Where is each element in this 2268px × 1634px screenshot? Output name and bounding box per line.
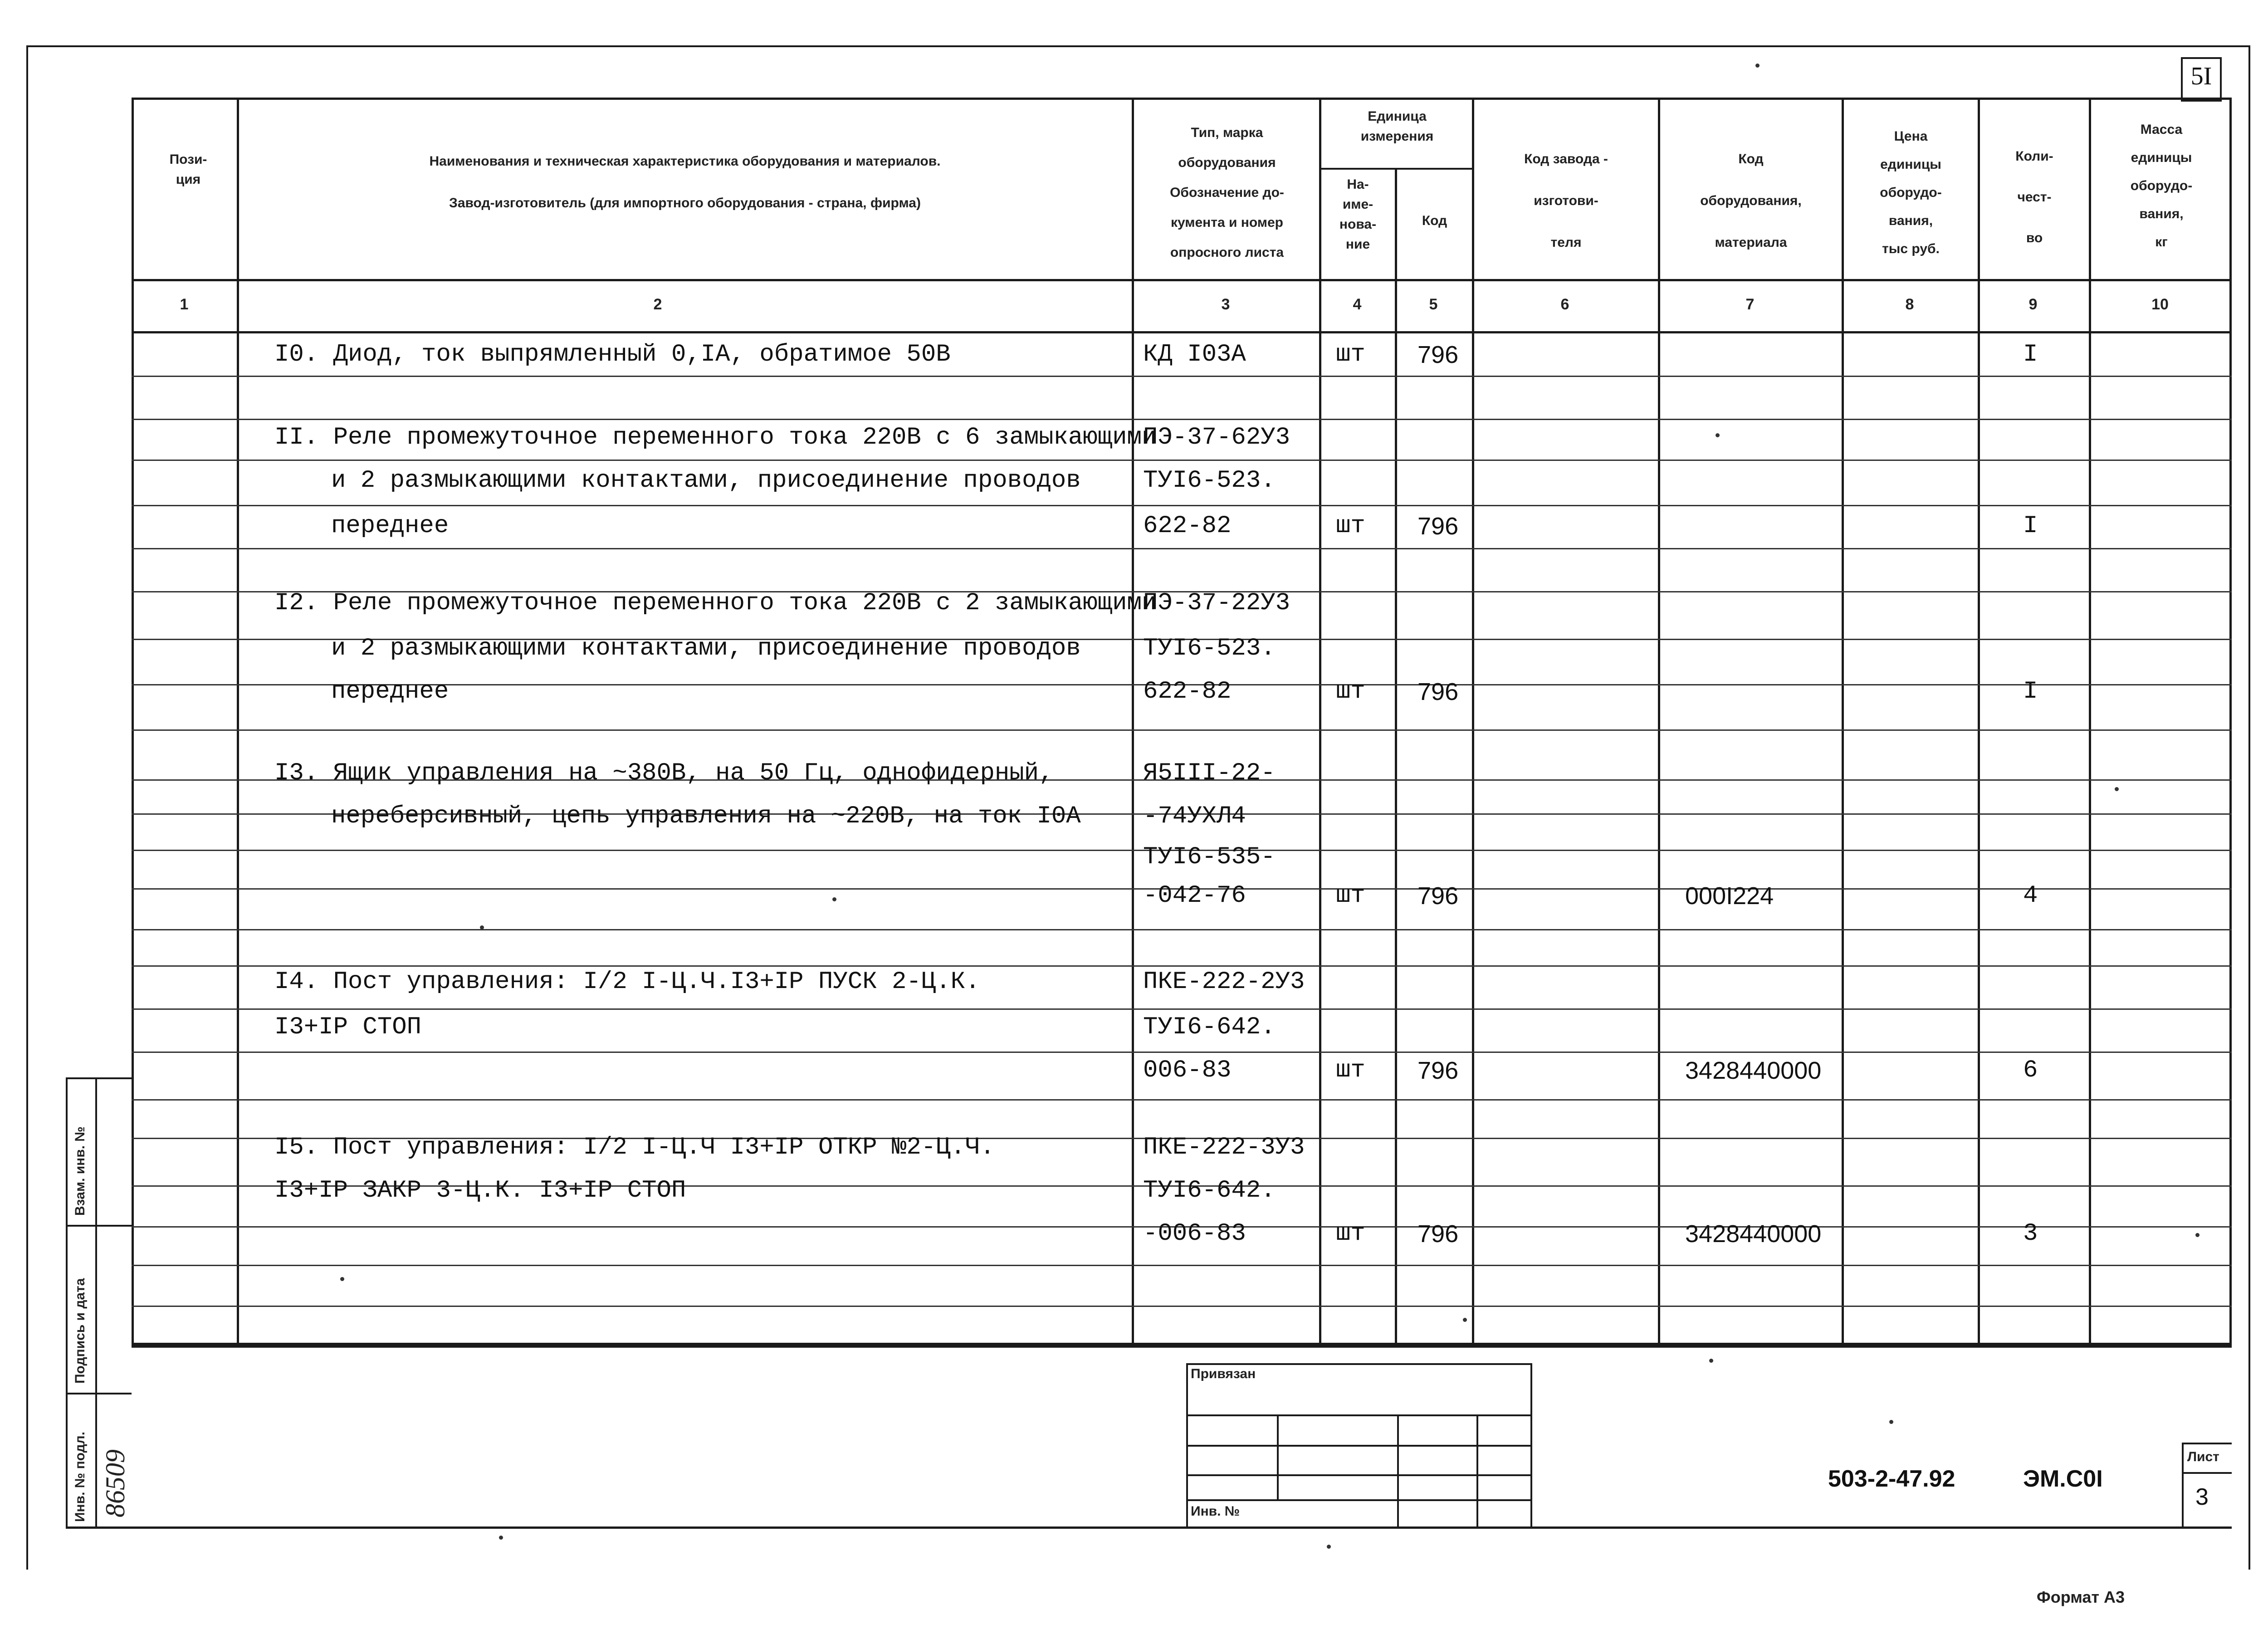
col-line-7 bbox=[1842, 98, 1844, 1345]
row-line bbox=[132, 1265, 2232, 1266]
row-quantity: 3 bbox=[2023, 1220, 2038, 1248]
header-type: Тип, марка оборудования Обозначение до- кумента и номер опросного листа bbox=[1170, 125, 1284, 260]
row-type: ПЭ-37-22У3 bbox=[1143, 589, 1290, 617]
privyazan-line-3 bbox=[1186, 1474, 1532, 1476]
colnum-3: 3 bbox=[1221, 296, 1230, 313]
row-unit: шт bbox=[1336, 882, 1365, 910]
unit-header-divider bbox=[1319, 168, 1474, 170]
inv-no-label: Инв. № bbox=[1191, 1504, 1240, 1519]
col-line-9 bbox=[2089, 98, 2091, 1345]
row-name: I0. Диод, ток выпрямленный 0,IA, обратимое 50В bbox=[274, 341, 951, 368]
row-unit-code: 796 bbox=[1418, 1220, 1459, 1248]
row-type: ПКЕ-222-3У3 bbox=[1143, 1134, 1305, 1161]
privyazan-vline-2 bbox=[1397, 1414, 1399, 1528]
header-factory-code: Код завода - изготови- теля bbox=[1524, 152, 1608, 250]
row-line bbox=[132, 1306, 2232, 1307]
row-quantity: I bbox=[2023, 512, 2038, 540]
row-type: 622-82 bbox=[1143, 512, 1232, 540]
row-unit: шт bbox=[1336, 1057, 1365, 1084]
header-mass: Масса единицы оборудо- вания, кг bbox=[2130, 122, 2193, 250]
row-type: -042-76 bbox=[1143, 882, 1246, 910]
row-quantity: I bbox=[2023, 341, 2038, 368]
scan-speck bbox=[2195, 1233, 2200, 1237]
side-label-inv-podl: Инв. № подл. bbox=[73, 1431, 88, 1522]
row-line bbox=[132, 460, 2232, 461]
privyazan-vline-1 bbox=[1277, 1414, 1279, 1499]
header-position: Пози- ция bbox=[169, 152, 207, 187]
colnum-7: 7 bbox=[1745, 296, 1755, 313]
row-quantity: I bbox=[2023, 678, 2038, 705]
header-quantity: Коли- чест- во bbox=[2015, 149, 2053, 245]
row-unit-code: 796 bbox=[1418, 513, 1459, 540]
colnum-4: 4 bbox=[1353, 296, 1362, 313]
row-unit: шт bbox=[1336, 341, 1365, 368]
col-line-2 bbox=[1132, 98, 1134, 1345]
row-type: КД I03А bbox=[1143, 341, 1246, 368]
side-stamp-hline-1 bbox=[66, 1225, 132, 1227]
row-name: I3. Ящик управления на ~380В, на 50 Гц, однофидерный, bbox=[274, 759, 1054, 787]
row-type: ПЭ-37-62У3 bbox=[1143, 424, 1290, 451]
side-stamp-hline-2 bbox=[66, 1393, 132, 1394]
col-line-5 bbox=[1472, 98, 1474, 1345]
colnum-8: 8 bbox=[1905, 296, 1914, 313]
header-bottom-line bbox=[132, 279, 2232, 281]
side-label-podpis: Подпись и дата bbox=[73, 1278, 88, 1384]
row-type: ТУI6-523. bbox=[1143, 635, 1276, 662]
side-inv-value: 86509 bbox=[100, 1449, 130, 1517]
doc-mark: ЭМ.С0I bbox=[2023, 1466, 2103, 1492]
row-name: переднее bbox=[331, 512, 449, 540]
scan-speck bbox=[480, 925, 484, 930]
row-name: I3+IP СТОП bbox=[274, 1013, 422, 1041]
row-unit-code: 796 bbox=[1418, 341, 1459, 368]
row-name: I4. Пост управления: I/2 I-Ц.Ч.I3+IP ПУСК 2-Ц.К. bbox=[274, 968, 980, 996]
row-type: ТУI6-535- bbox=[1143, 843, 1276, 871]
row-type: ТУI6-642. bbox=[1143, 1177, 1276, 1204]
header-price: Цена единицы оборудо- вания, тыс руб. bbox=[1880, 129, 1942, 256]
colnum-10: 10 bbox=[2151, 296, 2169, 313]
list-box-divider bbox=[2182, 1472, 2232, 1474]
header-unit: Единица измерения bbox=[1360, 109, 1434, 144]
row-material-code: 3428440000 bbox=[1685, 1220, 1822, 1248]
privyazan-line-1 bbox=[1186, 1414, 1532, 1416]
privyazan-line-2 bbox=[1186, 1445, 1532, 1447]
row-type: 622-82 bbox=[1143, 678, 1232, 705]
col-line-6 bbox=[1658, 98, 1660, 1345]
row-line bbox=[132, 929, 2232, 930]
colnum-6: 6 bbox=[1560, 296, 1569, 313]
privyazan-line-4 bbox=[1186, 1499, 1532, 1501]
col-line-4 bbox=[1395, 168, 1397, 1345]
row-name: II. Реле промежуточное переменного тока 220В с 6 замыкающими bbox=[274, 424, 1157, 451]
col-line-3 bbox=[1319, 98, 1321, 1345]
sheet-number: 5I bbox=[2190, 62, 2212, 90]
stamp-bottom-line bbox=[66, 1526, 2232, 1529]
row-name: нереберсивный, цепь управления на ~220В, на ток I0А bbox=[331, 802, 1081, 830]
scan-speck bbox=[1709, 1359, 1713, 1363]
colnum-9: 9 bbox=[2028, 296, 2038, 313]
list-label: Лист bbox=[2187, 1449, 2219, 1464]
row-unit-code: 796 bbox=[1418, 1057, 1459, 1084]
row-name: и 2 размыкающими контактами, присоединение проводов bbox=[331, 467, 1081, 494]
colnum-bottom-line bbox=[132, 331, 2232, 333]
row-line bbox=[132, 1099, 2232, 1101]
row-line bbox=[132, 419, 2232, 420]
colnum-1: 1 bbox=[180, 296, 189, 313]
stamp-top-line bbox=[132, 1345, 2232, 1347]
scan-speck bbox=[1327, 1545, 1331, 1549]
row-line bbox=[132, 376, 2232, 377]
scan-speck bbox=[499, 1536, 503, 1540]
row-line bbox=[132, 548, 2232, 549]
scan-speck bbox=[1463, 1318, 1467, 1322]
row-name: I5. Пост управления: I/2 I-Ц.Ч I3+IP ОТКР №2-Ц.Ч. bbox=[274, 1134, 995, 1161]
row-name: переднее bbox=[331, 678, 449, 705]
header-material-code: Код оборудования, материала bbox=[1700, 152, 1802, 250]
row-material-code: 000I224 bbox=[1685, 882, 1774, 910]
row-unit-code: 796 bbox=[1418, 678, 1459, 705]
row-type: ТУI6-523. bbox=[1143, 467, 1276, 494]
col-line-8 bbox=[1978, 98, 1980, 1345]
row-type: Я5III-22- bbox=[1143, 759, 1276, 787]
scan-speck bbox=[1716, 433, 1720, 437]
header-unit-code: Код bbox=[1422, 213, 1447, 228]
row-unit: шт bbox=[1336, 678, 1365, 705]
row-unit: шт bbox=[1336, 512, 1365, 540]
row-line bbox=[132, 965, 2232, 967]
scan-speck bbox=[1755, 64, 1760, 68]
col-line-1 bbox=[237, 98, 239, 1345]
row-type: -006-83 bbox=[1143, 1220, 1246, 1248]
row-type: -74УХЛ4 bbox=[1143, 802, 1246, 830]
side-label-vzam: Взам. инв. № bbox=[73, 1126, 88, 1216]
row-unit-code: 796 bbox=[1418, 882, 1459, 910]
row-line bbox=[132, 505, 2232, 506]
row-name: и 2 размыкающими контактами, присоединение проводов bbox=[331, 635, 1081, 662]
list-number: 3 bbox=[2195, 1484, 2209, 1510]
row-unit: шт bbox=[1336, 1220, 1365, 1248]
scan-speck bbox=[832, 897, 836, 901]
row-line bbox=[132, 729, 2232, 731]
row-name: I3+IP ЗАКР 3-Ц.К. I3+IP СТОП bbox=[274, 1177, 686, 1204]
side-stamp-vline bbox=[95, 1077, 97, 1528]
privyazan-label: Привязан bbox=[1191, 1366, 1256, 1381]
privyazan-vline-3 bbox=[1476, 1414, 1478, 1528]
row-material-code: 3428440000 bbox=[1685, 1057, 1822, 1084]
row-type: ПКЕ-222-2У3 bbox=[1143, 968, 1305, 996]
row-name: I2. Реле промежуточное переменного тока 220В с 2 замыкающими bbox=[274, 589, 1157, 617]
row-quantity: 4 bbox=[2023, 882, 2038, 910]
doc-code: 503-2-47.92 bbox=[1828, 1466, 1955, 1492]
row-line bbox=[132, 1052, 2232, 1053]
format-label: Формат А3 bbox=[2037, 1588, 2125, 1606]
colnum-5: 5 bbox=[1429, 296, 1438, 313]
row-quantity: 6 bbox=[2023, 1057, 2038, 1084]
row-type: ТУI6-642. bbox=[1143, 1013, 1276, 1041]
scan-speck bbox=[1889, 1420, 1893, 1424]
row-line bbox=[132, 1008, 2232, 1010]
scan-speck bbox=[2115, 787, 2119, 791]
header-description: Наименования и техническая характеристика оборудования и материалов. Завод-изготовитель (для импортного оборудования - страна, фирма) bbox=[429, 154, 941, 210]
scan-speck bbox=[340, 1277, 344, 1281]
row-type: 006-83 bbox=[1143, 1057, 1232, 1084]
header-unit-name: На- име- нова- ние bbox=[1339, 177, 1377, 252]
colnum-2: 2 bbox=[653, 296, 662, 313]
